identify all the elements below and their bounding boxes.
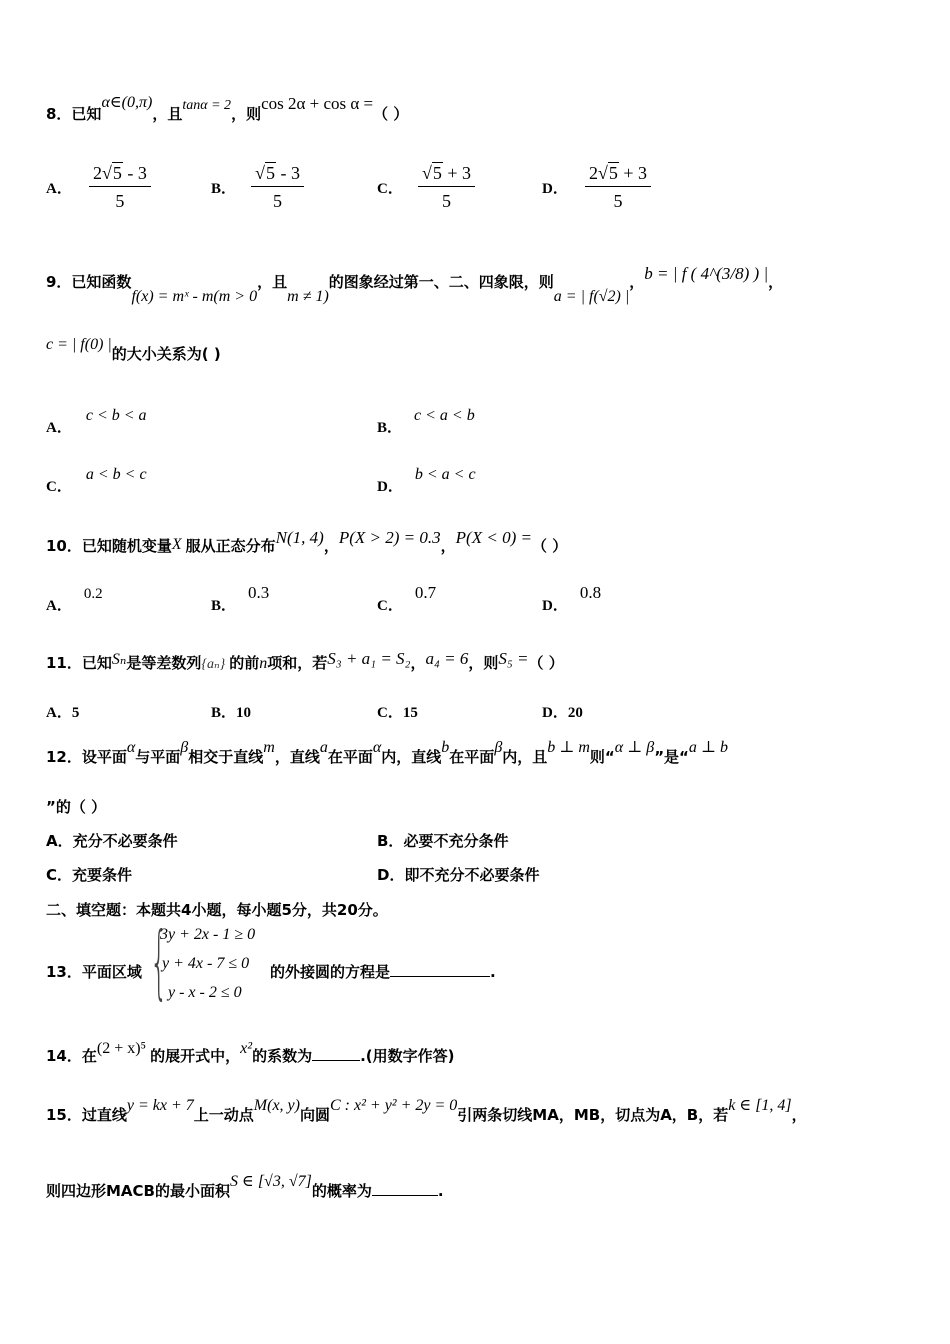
q9-option-d[interactable] [377,463,476,495]
q8-option-d-label: D． [542,181,568,197]
q10-p1: P(X > 2) = 0.3 [338,528,441,547]
q12-t8: 则 [589,748,605,766]
q11-option-b[interactable] [211,701,251,722]
q11-option-d-value: 20 [567,705,583,721]
q14-expr: (2 + x)⁵ [96,1040,147,1057]
q9-option-b-label: B． [377,420,403,436]
q9-option-c[interactable] [46,463,147,495]
q11-text3: 项和，若 [267,654,328,672]
q11-option-c-value: 15 [402,705,418,721]
q9-option-a-value: c < b < a [85,407,147,424]
q12-t4: 在平面 [327,748,373,766]
q11-an: {aₙ} [201,657,226,672]
q9-comma2: ， [768,273,784,291]
section-2-heading: 二、填空题：本题共4小题，每小题5分，共20分。 [46,901,388,919]
q15-text2: 向圆 [299,1106,330,1124]
q9-number: 9．已知函数 [46,273,132,291]
q11-cond2: a₄ = 6 [425,649,469,668]
q10-dist: N(1, 4) [275,528,324,547]
q13-end: . [490,963,496,981]
q11-text1: 是等差数列 [126,654,202,672]
q12-t3: ，直线 [274,748,320,766]
q12-ab2: a ⊥ b [688,739,728,756]
q14-number: 14．在 [46,1047,97,1065]
q8-option-c-fraction: $\frac{√5 + 3}{5}$ [418,163,475,212]
q10-option-d[interactable] [542,582,602,614]
q14-answer-blank[interactable] [312,1060,360,1061]
q10-number: 10．已知随机变量 [46,537,172,555]
q8-cond1: α∈(0,π) [101,94,153,111]
q8-text1: ，且 [152,105,183,123]
q14-x2: x² [240,1040,253,1057]
q11-paren: （ ） [528,654,564,672]
q8-option-b[interactable] [211,163,304,212]
q8-option-a-fraction: $\frac{2√5 - 3}{5}$ [89,163,151,212]
q11-option-d[interactable] [542,701,583,722]
q13-text: 的外接圆的方程是 [270,963,391,981]
q11-text2: 的前 [229,654,260,672]
q15-text3: 引两条切线MA，MB，切点为A，B，若 [457,1106,729,1124]
q11-option-c-label: C． [377,705,403,721]
q12-option-b-label: B． [377,832,404,850]
q9-cond: m ≠ 1) [287,288,329,305]
q11-s5: S₅ = [498,649,529,668]
q15-text1: 上一动点 [193,1106,254,1124]
q10-option-b-label: B． [211,598,237,614]
q8-number: 8．已知 [46,105,102,123]
q11-n: n [259,655,268,672]
question-11 [46,649,564,673]
q12-beta2: β [494,739,503,756]
q15-line: y = kx + 7 [126,1097,194,1114]
q13-ineq-2: y + 4x - 7 ≤ 0 [162,955,250,972]
question-15 [46,1097,807,1125]
q12-number: 12．设平面 [46,748,127,766]
q9-option-c-value: a < b < c [85,466,147,483]
q12-option-a-label: A． [46,832,73,850]
q14-text1: 的展开式中， [150,1047,241,1065]
q11-option-b-label: B． [211,705,237,721]
q12-bm: b ⊥ m [547,739,590,756]
q8-option-c[interactable] [377,163,475,212]
q12-t1: 与平面 [135,748,181,766]
q12-option-a[interactable] [46,830,178,851]
question-14 [46,1040,455,1066]
q15-text5: 则四边形MACB的最小面积 [46,1182,230,1200]
q12-alpha: α [126,739,136,756]
q10-option-a-label: A． [46,598,72,614]
q8-option-d-fraction: $\frac{2√5 + 3}{5}$ [585,163,651,212]
q14-text2: 的系数为 [252,1047,313,1065]
q9-text1: ，且 [257,273,288,291]
q11-option-c[interactable] [377,701,418,722]
q8-expr: cos 2α + cos α = [261,94,374,113]
q9-comma1: ， [629,273,645,291]
q12-line2: ”的（ ） [46,798,107,816]
q12-b: b [441,739,450,756]
q8-option-a[interactable] [46,163,151,212]
q12-t7: 内，且 [502,748,548,766]
q11-option-a-label: A． [46,705,72,721]
q14-text3: .(用数字作答) [360,1047,455,1065]
q12-option-d[interactable] [377,864,539,885]
q10-option-d-value: 0.8 [579,583,602,602]
q10-option-c[interactable] [377,582,437,614]
q9-text2: 的图象经过第一、二、四象限，则 [328,273,554,291]
q11-option-a[interactable] [46,701,79,722]
q9-option-b[interactable] [377,404,475,436]
q12-option-d-label: D． [377,866,405,884]
q9-function: f(x) = mˣ - m(m > 0 [131,288,258,305]
q10-paren: （ ） [531,537,568,555]
q12-option-c-value: 充要条件 [72,866,133,884]
q15-point: M(x, y) [253,1097,300,1114]
q8-option-a-label: A． [46,181,72,197]
q10-p2: P(X < 0) = [455,528,532,547]
q12-quote-open: “ [604,748,615,766]
q12-beta: β [180,739,189,756]
q15-text4: ， [791,1106,807,1124]
q12-option-c[interactable] [46,864,132,885]
q13-ineq-1: 3y + 2x - 1 ≥ 0 [160,926,256,943]
q10-option-a-value: 0.2 [83,586,103,602]
q12-t5: 内，直线 [381,748,442,766]
q15-s: S ∈ [√3, √7] [229,1173,312,1190]
q9-text3: 的大小关系为( ) [111,345,221,363]
q11-cond1: S₃ + a₁ = S₂ [327,649,411,668]
q15-text6: 的概率为 [311,1182,372,1200]
q8-cond2: tanα = 2 [182,98,232,113]
q12-a: a [319,739,328,756]
q9-line2 [46,336,221,364]
q12-option-a-value: 充分不必要条件 [72,832,178,850]
q13-brace: { [150,915,168,1008]
q15-line2 [46,1173,444,1201]
q8-option-c-label: C． [377,181,403,197]
q11-number: 11．已知 [46,654,112,672]
q12-alpha2: α [372,739,382,756]
q15-answer-blank[interactable] [372,1195,438,1196]
q15-k: k ∈ [1, 4] [728,1097,792,1114]
q9-option-d-value: b < a < c [414,466,476,483]
q8-option-d[interactable] [542,163,651,212]
q15-end: . [437,1182,444,1200]
q12-t6: 在平面 [449,748,495,766]
q13-number: 13．平面区域 [46,963,142,981]
q12-m: m [263,739,275,756]
q13-ineq-3: y - x - 2 ≤ 0 [168,984,242,1001]
q10-option-d-label: D． [542,598,568,614]
q10-option-b[interactable] [211,582,270,614]
q12-option-b-value: 必要不充分条件 [403,832,509,850]
q10-comma2: ， [440,537,456,555]
q10-var: X [171,536,182,553]
q12-quote-mid: ”是“ [654,748,689,766]
q12-option-d-value: 即不充分不必要条件 [404,866,540,884]
q10-comma1: ， [323,537,339,555]
q9-c-def: c = | f(0) | [46,336,112,353]
q11-text4: ，则 [468,654,499,672]
q15-circle: C : x² + y² + 2y = 0 [330,1097,458,1114]
q9-option-d-label: D． [377,479,403,495]
q8-option-b-label: B． [211,181,237,197]
q9-option-c-label: C． [46,479,72,495]
question-12 [46,739,728,767]
question-8 [46,94,409,124]
q9-b-def: b = | f ( 4^(3/8) ) | [644,264,769,283]
q8-paren: （ ） [373,105,409,123]
q10-option-c-label: C． [377,598,403,614]
question-9 [46,264,784,305]
q13-answer-blank[interactable] [390,976,490,977]
q9-option-b-value: c < a < b [414,407,475,424]
q12-ab1: α ⊥ β [614,739,655,756]
q9-a-def: a = | f(√2) | [553,288,630,305]
q8-text2: ，则 [231,105,262,123]
q11-comma: ， [410,654,426,672]
q12-option-b[interactable] [377,830,508,851]
q9-option-a[interactable] [46,404,147,436]
q11-option-a-value: 5 [71,705,80,721]
q11-sn: Sₙ [111,651,127,668]
q10-option-b-value: 0.3 [248,583,270,602]
q10-option-c-value: 0.7 [414,583,437,602]
question-10 [46,528,568,556]
q12-t2: 相交于直线 [188,748,264,766]
q9-option-a-label: A． [46,420,72,436]
q10-option-a[interactable] [46,582,103,614]
q11-option-d-label: D． [542,705,568,721]
q12-option-c-label: C． [46,866,73,884]
q8-option-b-fraction: $\frac{√5 - 3}{5}$ [251,163,304,212]
q15-number: 15．过直线 [46,1106,127,1124]
q13-tail [270,961,496,982]
q11-option-b-value: 10 [236,705,252,721]
q10-text1: 服从正态分布 [185,537,276,555]
